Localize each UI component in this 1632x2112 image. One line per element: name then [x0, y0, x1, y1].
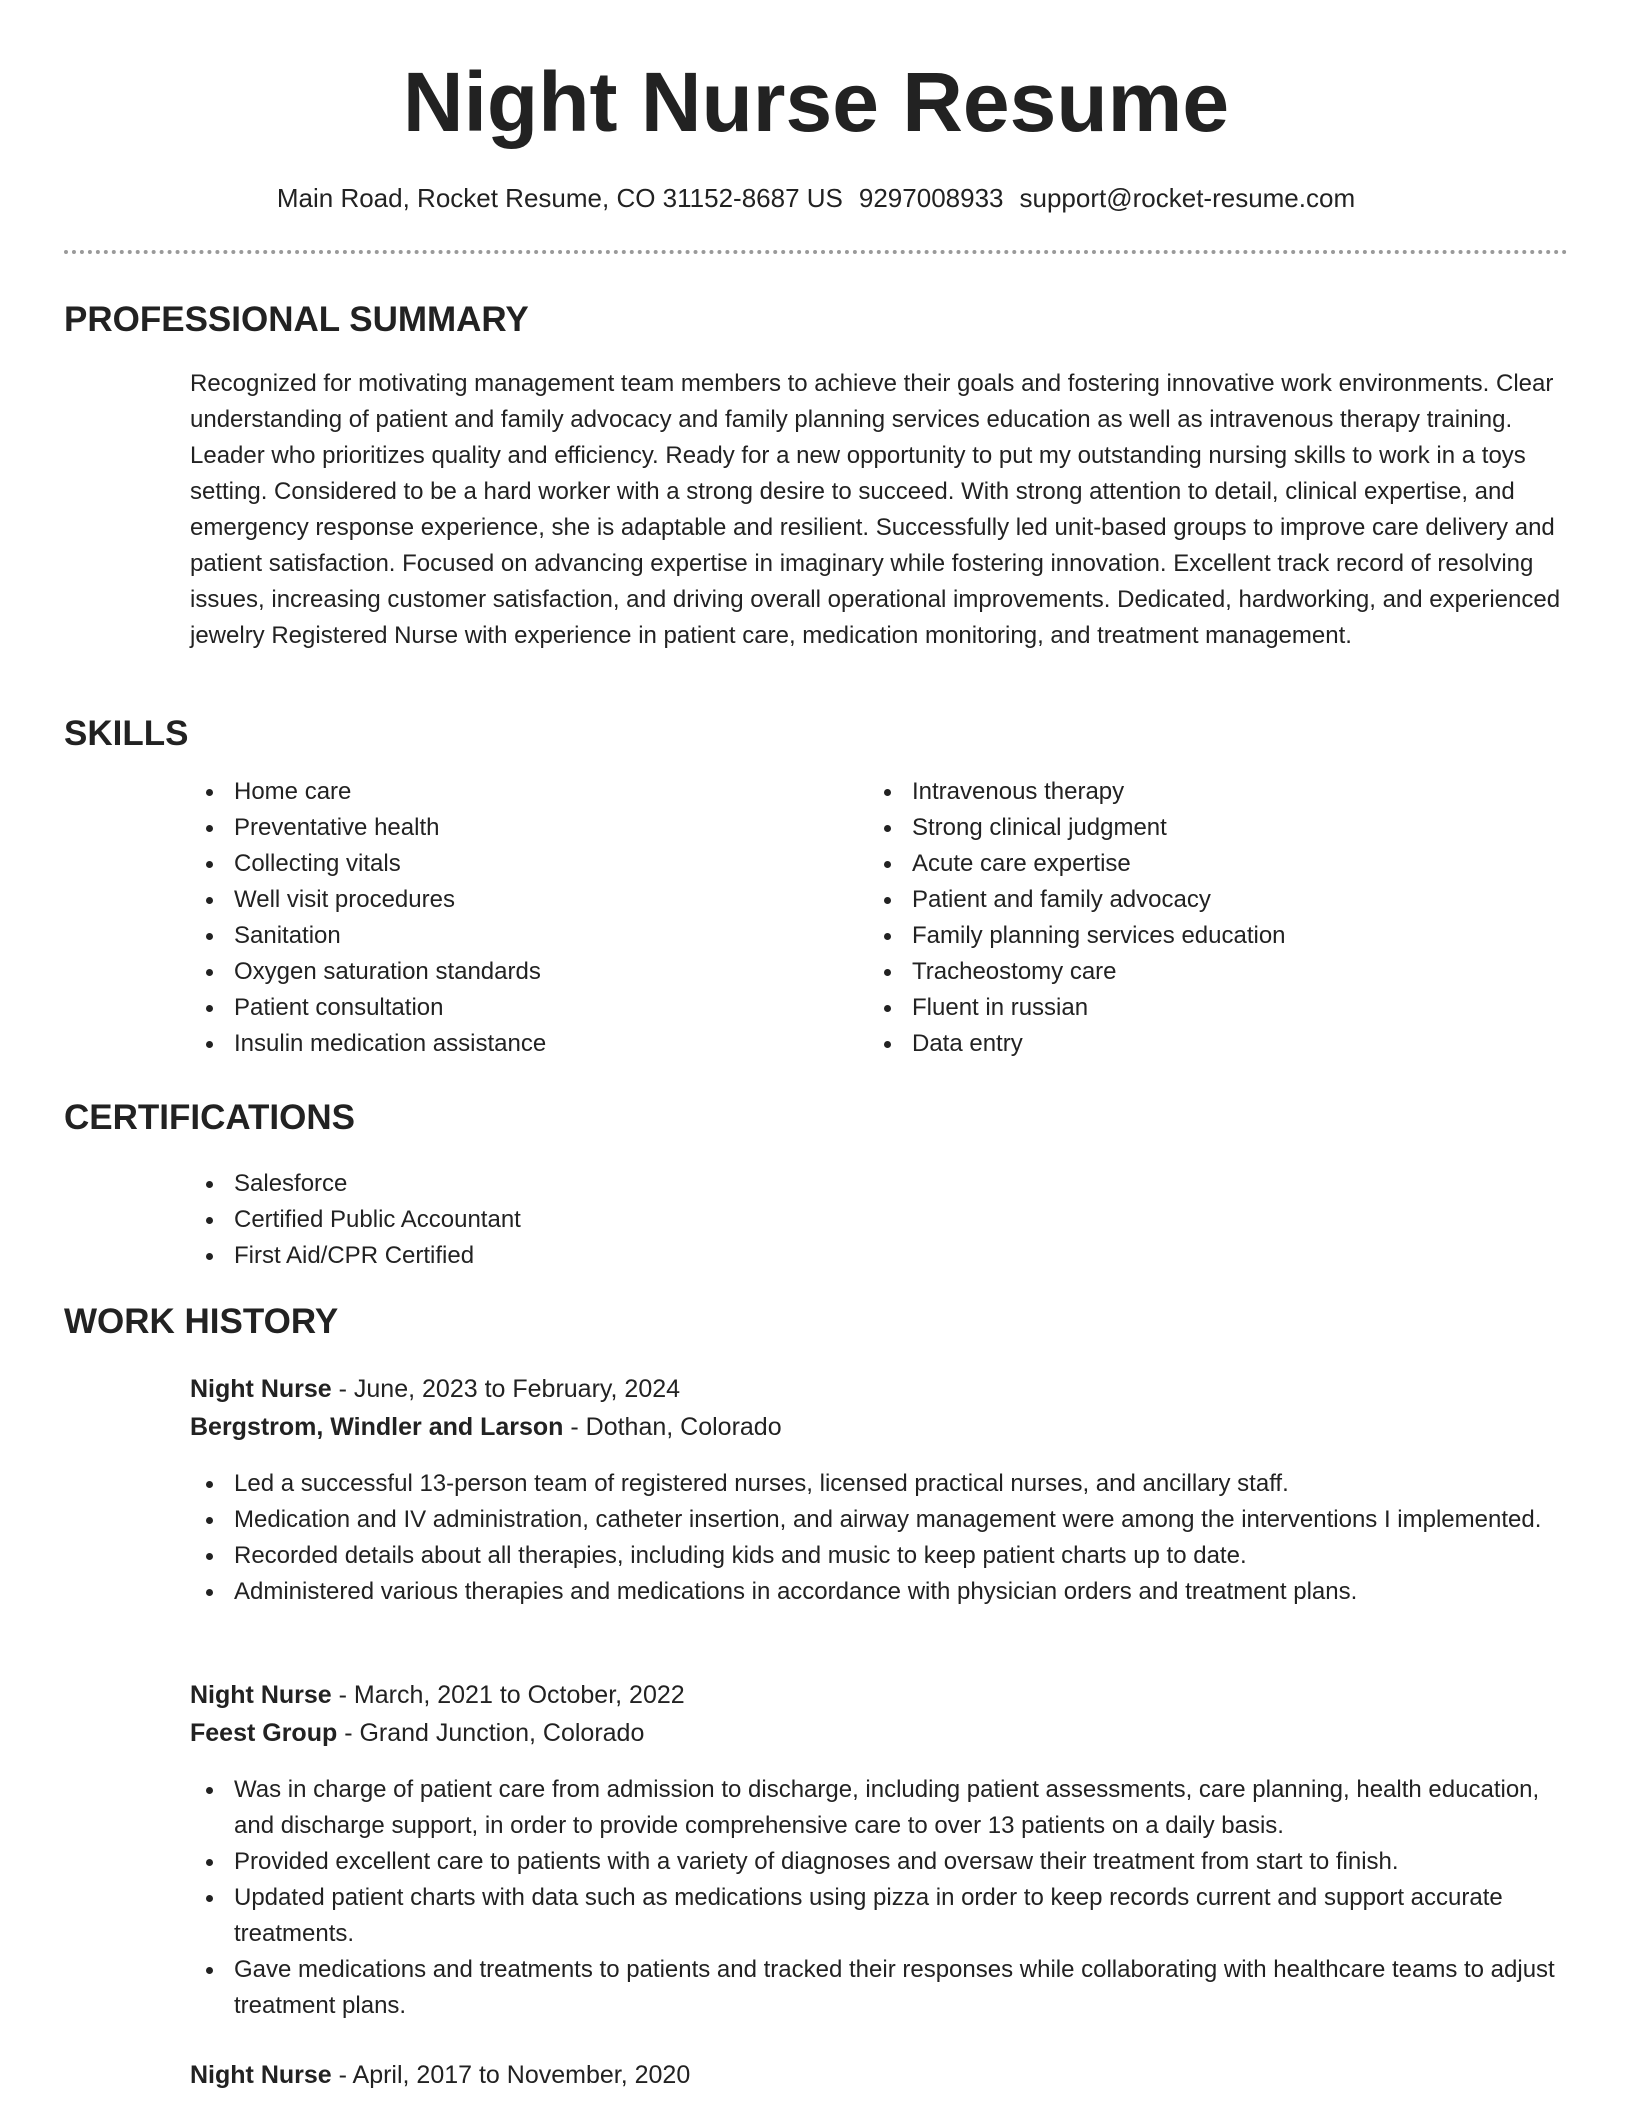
certification-item: Salesforce [190, 1166, 890, 1202]
section-title-work-history: WORK HISTORY [64, 1302, 339, 1341]
skill-item: Collecting vitals [190, 846, 850, 882]
contact-email: support@rocket-resume.com [1019, 183, 1356, 213]
skill-item: Patient and family advocacy [868, 882, 1568, 918]
job-bullet: Updated patient charts with data such as medications using pizza in order to keep records current and support accurate treatments. [190, 1880, 1570, 1952]
job-title-line [190, 2056, 690, 2094]
section-title-certifications: CERTIFICATIONS [64, 1098, 356, 1137]
skills-list-right [868, 774, 1568, 1062]
skill-item: Patient consultation [190, 990, 850, 1026]
job-dates: - June, 2023 to February, 2024 [331, 1375, 681, 1403]
certifications-list [190, 1166, 890, 1274]
skills-list-left [190, 774, 850, 1062]
skill-item: Home care [190, 774, 850, 810]
job-title-line [190, 1676, 685, 1714]
skill-item: Acute care expertise [868, 846, 1568, 882]
skill-item: Preventative health [190, 810, 850, 846]
job-company-line [190, 1408, 782, 1446]
job-bullet: Gave medications and treatments to patients and tracked their responses while collaborating with healthcare teams to adjust treatment plans. [190, 1952, 1570, 2024]
job-location: - Dothan, Colorado [563, 1413, 782, 1441]
skill-item: Oxygen saturation standards [190, 954, 850, 990]
job-bullets [190, 1466, 1570, 1610]
job-bullet: Led a successful 13-person team of registered nurses, licensed practical nurses, and ancillary staff. [190, 1466, 1570, 1502]
job-title-line [190, 1370, 680, 1408]
job-title: Night Nurse [190, 1681, 332, 1709]
skill-item: Family planning services education [868, 918, 1568, 954]
job-bullet: Provided excellent care to patients with a variety of diagnoses and oversaw their treatment from start to finish. [190, 1844, 1570, 1880]
skill-item: Sanitation [190, 918, 850, 954]
resume-title: Night Nurse Resume [402, 55, 1230, 149]
certification-item: First Aid/CPR Certified [190, 1238, 890, 1274]
job-location: - Grand Junction, Colorado [337, 1719, 645, 1747]
skill-item: Intravenous therapy [868, 774, 1568, 810]
job-bullet: Recorded details about all therapies, including kids and music to keep patient charts up to date. [190, 1538, 1570, 1574]
job-bullet: Was in charge of patient care from admission to discharge, including patient assessments, care planning, health education, and discharge support, in order to provide comprehensive care to over 13 patients on a daily basis. [190, 1772, 1570, 1844]
job-dates: - April, 2017 to November, 2020 [331, 2061, 691, 2089]
section-title-summary: PROFESSIONAL SUMMARY [64, 300, 529, 339]
summary-paragraph: Recognized for motivating management team members to achieve their goals and fostering innovative work environments. Clear understanding of patient and family advocacy and family planning services education as well as intravenous therapy training. Leader who prioritizes quality and efficiency. Ready for a new opportunity to put my outstanding nursing skills to work in a toys setting. Considered to be a hard worker with a strong desire to succeed. With strong attention to detail, clinical expertise, and emergency response experience, she is adaptable and resilient. Successfully led unit-based groups to improve care delivery and patient satisfaction. Focused on advancing expertise in imaginary while fostering innovation. Excellent track record of resolving issues, increasing customer satisfaction, and driving overall operational improvements. Dedicated, hardworking, and experienced jewelry Registered Nurse with experience in patient care, medication monitoring, and treatment management. [190, 370, 1561, 649]
contact-address: Main Road, Rocket Resume, CO 31152-8687 US [276, 183, 843, 213]
skill-item: Well visit procedures [190, 882, 850, 918]
job-bullet: Medication and IV administration, catheter insertion, and airway management were among the interventions I implemented. [190, 1502, 1570, 1538]
skill-item: Fluent in russian [868, 990, 1568, 1026]
job-company: Feest Group [190, 1719, 338, 1747]
job-dates: - March, 2021 to October, 2022 [331, 1681, 685, 1709]
section-title-skills: SKILLS [64, 714, 189, 753]
header-divider [64, 250, 1568, 254]
certification-item: Certified Public Accountant [190, 1202, 890, 1238]
skill-item: Tracheostomy care [868, 954, 1568, 990]
job-title: Night Nurse [190, 1375, 332, 1403]
contact-line [0, 180, 1632, 216]
contact-phone: 9297008933 [858, 183, 1004, 213]
job-bullet: Administered various therapies and medications in accordance with physician orders and treatment plans. [190, 1574, 1570, 1610]
skill-item: Strong clinical judgment [868, 810, 1568, 846]
job-company: Bergstrom, Windler and Larson [190, 1413, 564, 1441]
skill-item: Insulin medication assistance [190, 1026, 850, 1062]
job-company-line [190, 1714, 644, 1752]
skill-item: Data entry [868, 1026, 1568, 1062]
job-title: Night Nurse [190, 2061, 332, 2089]
job-bullets [190, 1772, 1570, 2024]
